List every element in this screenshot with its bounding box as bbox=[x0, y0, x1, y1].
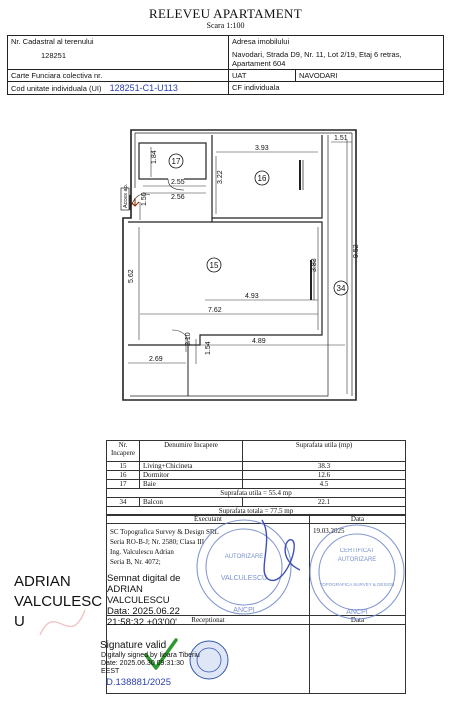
dim-7-62: 7.62 bbox=[208, 307, 222, 314]
scale-label: Scara 1:100 bbox=[206, 21, 245, 30]
row-nr: 17 bbox=[107, 480, 140, 489]
dim-1-84: 1.84 bbox=[151, 150, 158, 164]
surveyor-stamp bbox=[197, 520, 291, 614]
row-name: Dormitor bbox=[140, 471, 243, 480]
date-label: Data bbox=[310, 515, 406, 524]
dim-5-62: 5.62 bbox=[128, 269, 135, 283]
carte-label: Carte Funciara colectiva nr. bbox=[8, 70, 229, 82]
dim-4-89: 4.89 bbox=[252, 338, 266, 345]
right-stamp-mid: AUTORIZARE bbox=[337, 557, 377, 563]
row-area: 12.6 bbox=[243, 471, 406, 480]
left-stamp-name: VALCULESCU bbox=[220, 575, 268, 582]
engineer-series: Seria B, Nr. 4072; bbox=[110, 558, 161, 566]
digital-signature-details bbox=[107, 573, 180, 628]
dim-1-51: 1.51 bbox=[334, 135, 348, 142]
row-nr: 15 bbox=[107, 462, 140, 471]
signer-name-1: ADRIAN bbox=[14, 573, 71, 590]
balcony-name: Balcon bbox=[140, 498, 243, 507]
address-label: Adresa imobilului bbox=[232, 37, 290, 46]
cadastral-value: 128251 bbox=[41, 51, 67, 60]
grand-total: Suprafata totala = 77.5 mp bbox=[107, 507, 406, 516]
left-stamp-org: ANCPI bbox=[233, 607, 255, 614]
address-value-2: Apartament 604 bbox=[232, 59, 286, 68]
handwritten-signature bbox=[262, 520, 300, 580]
dim-3-93: 3.93 bbox=[255, 145, 269, 152]
row-nr: 16 bbox=[107, 471, 140, 480]
uat-label: UAT bbox=[229, 70, 296, 82]
company-name: SC Topografica Survey & Design SRL bbox=[110, 528, 219, 536]
digi-line-1: Digitally signed by Iioara Tiberiu bbox=[101, 652, 200, 659]
date-label-2: Data bbox=[310, 616, 406, 625]
row-name: Baie bbox=[140, 480, 243, 489]
balcony-area: 22.1 bbox=[243, 498, 406, 507]
signed-line-5: 21:58:32 +03'00' bbox=[107, 617, 177, 628]
right-stamp-org: ANCPI bbox=[346, 609, 368, 616]
signature-valid: Signature valid bbox=[100, 640, 167, 651]
executant-label: Executant bbox=[107, 515, 310, 524]
signed-line-3: VALCULESCU bbox=[107, 595, 170, 606]
signer-name-block bbox=[14, 572, 102, 632]
right-stamp-name: TOPOGRAFICA SURVEY & DESIGN bbox=[319, 582, 395, 587]
dim-1-50: 1.50 bbox=[141, 192, 148, 206]
room-number-34: 34 bbox=[336, 284, 346, 293]
dim-2-10: 2.10 bbox=[185, 332, 192, 346]
room-number-15: 15 bbox=[209, 261, 219, 270]
document-title: RELEVEU APARTAMENT bbox=[149, 6, 302, 21]
row-name: Living+Chicineta bbox=[140, 462, 243, 471]
uat-value: NAVODARI bbox=[296, 70, 444, 82]
dim-9-52: 9.52 bbox=[353, 244, 360, 258]
signed-line-1: Semnat digital de bbox=[107, 573, 181, 584]
dim-3-22: 3.22 bbox=[217, 170, 224, 184]
digi-line-2: Date: 2025.06.30 09:31:30 bbox=[101, 660, 184, 667]
signer-name-3: U bbox=[14, 613, 25, 630]
reception-label: Receptionat bbox=[107, 616, 310, 625]
row-area: 38.3 bbox=[243, 462, 406, 471]
signer-name-2: VALCULESC bbox=[14, 593, 103, 610]
dim-4-93: 4.93 bbox=[245, 293, 259, 300]
dim-2-55: 2.55 bbox=[171, 179, 185, 186]
execution-date: 19.03.2025 bbox=[310, 524, 406, 616]
cod-label: Cod unitate individuala (UI) bbox=[11, 84, 102, 93]
document-number: D.138881/2025 bbox=[106, 677, 171, 688]
left-stamp-text: AUTORIZARE bbox=[224, 554, 264, 560]
col-name-header: Denumire Incapere bbox=[140, 441, 243, 462]
company-stamp bbox=[310, 525, 404, 619]
digitally-signed-block bbox=[101, 652, 200, 676]
col-area-header: Suprafata utila (mp) bbox=[243, 441, 406, 462]
room-number-16: 16 bbox=[257, 174, 267, 183]
engineer-name: Ing. Valculescu Adrian bbox=[110, 548, 174, 556]
cadastral-label: Nr. Cadastral al terenului bbox=[11, 37, 94, 46]
company-series: Seria RO-B-J; Nr. 2580; Clasa III bbox=[110, 538, 205, 546]
dim-2-56: 2.56 bbox=[171, 194, 185, 201]
balcony-nr: 34 bbox=[107, 498, 140, 507]
right-stamp-top: CERTIFICAT bbox=[339, 548, 375, 554]
signed-line-2: ADRIAN bbox=[107, 584, 143, 595]
room-number-17: 17 bbox=[171, 157, 181, 166]
util-total: Suprafata utila = 55.4 mp bbox=[107, 489, 406, 498]
address-value-1: Navodari, Strada D9, Nr. 11, Lot 2/19, Etaj 6 retras, bbox=[232, 50, 402, 59]
entrance-label: Acces ap. bbox=[123, 183, 129, 208]
cod-value: 128251-C1-U113 bbox=[109, 83, 178, 93]
signed-line-4: Data: 2025.06.22 bbox=[107, 606, 180, 617]
dim-2-69: 2.69 bbox=[149, 356, 163, 363]
cf-label: CF individuala bbox=[229, 82, 444, 95]
col-nr-header: Nr. Incapere bbox=[107, 441, 140, 462]
row-area: 4.5 bbox=[243, 480, 406, 489]
dim-1-54: 1.54 bbox=[205, 341, 212, 355]
digi-line-3: EEST bbox=[101, 668, 120, 675]
dim-3-83: 3.83 bbox=[311, 258, 318, 272]
